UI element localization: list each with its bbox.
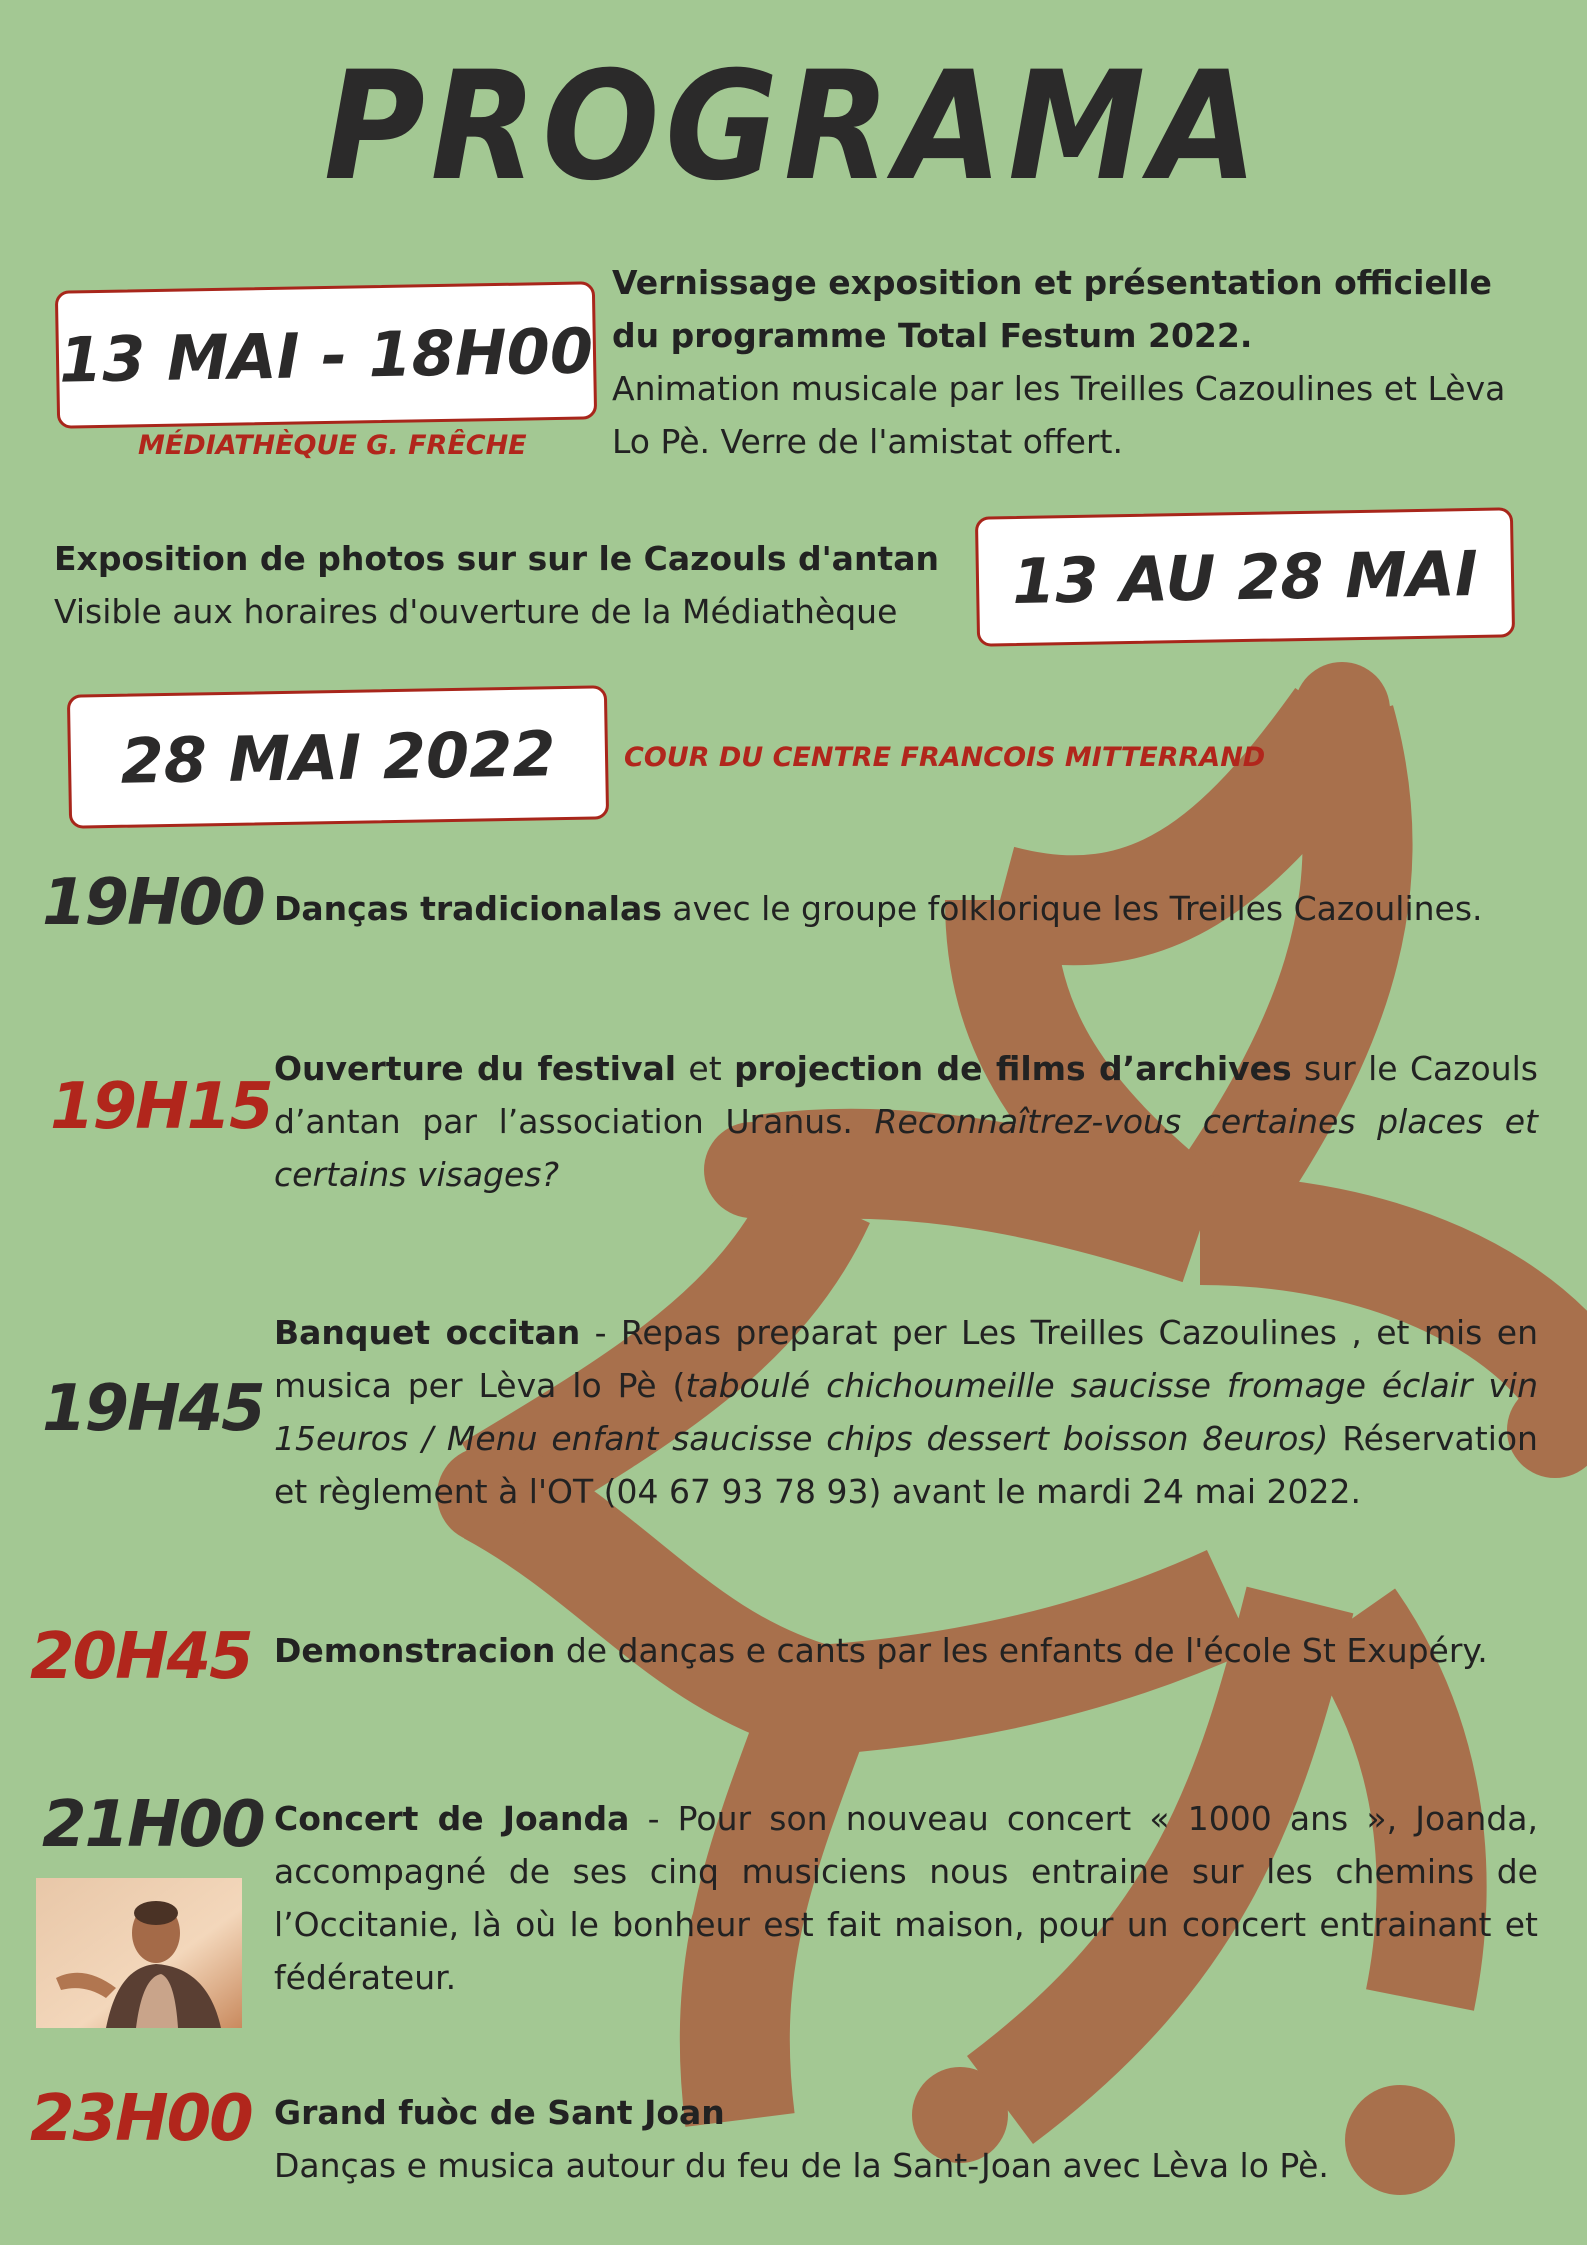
schedule-1900-text: avec le groupe folklorique les Treilles Cazoulines. xyxy=(661,889,1483,928)
schedule-1915-title-b: projection de films d’archives xyxy=(734,1049,1292,1088)
event2-line1: Exposition de photos sur sur le Cazouls d'antan xyxy=(54,539,939,578)
time-2100: 21H00 xyxy=(42,1788,264,1862)
time-1900: 19H00 xyxy=(42,866,264,940)
schedule-1915-text-a: et xyxy=(676,1049,735,1088)
schedule-2100-text: - Pour son nouveau concert « 1000 ans », Joanda, accompagné de ses cinq musiciens nous entraine sur les chemins de l’Occitanie, là où le bonheur est fait maison, pour un concert entrainant et fédérateur. xyxy=(274,1799,1538,1997)
time-1945: 19H45 xyxy=(42,1372,264,1446)
time-2045: 20H45 xyxy=(30,1620,252,1694)
schedule-1945-text-a: - Repas preparat per Les Treilles Cazoulines , et mis en musica per Lèva lo Pè ( xyxy=(274,1313,1538,1405)
schedule-1915-title: Ouverture du festival xyxy=(274,1049,677,1088)
event2-line2: Visible aux horaires d'ouverture de la Médiathèque xyxy=(54,592,898,631)
schedule-item-1915 xyxy=(274,1042,1538,1201)
schedule-2300-title: Grand fuòc de Sant Joan xyxy=(274,2093,725,2132)
page-title: PROGRAMA xyxy=(323,40,1264,214)
schedule-2045-text: de danças e cants par les enfants de l'école St Exupéry. xyxy=(555,1631,1488,1670)
schedule-1900-title: Danças tradicionalas xyxy=(274,889,662,928)
schedule-item-1900 xyxy=(274,882,1538,935)
joanda-photo xyxy=(36,1878,242,2028)
time-1915: 19H15 xyxy=(50,1070,272,1144)
main-place: COUR DU CENTRE FRANCOIS MITTERRAND xyxy=(624,742,1266,773)
main-date: 28 MAI 2022 xyxy=(120,716,556,798)
main-date-box xyxy=(67,685,609,828)
schedule-1915-text-b: sur le Cazouls d’antan par l’association Uranus. xyxy=(274,1049,1538,1141)
schedule-1945-text-b: Réservation et règlement à l'OT (04 67 93 78 93) avant le mardi 24 mai 2022. xyxy=(274,1419,1538,1511)
event1-desc-bold: Vernissage exposition et présentation officielle du programme Total Festum 2022. xyxy=(612,263,1492,355)
schedule-item-2100 xyxy=(274,1792,1538,2004)
event1-place: MÉDIATHÈQUE G. FRÊCHE xyxy=(138,430,527,461)
schedule-1945-title: Banquet occitan xyxy=(274,1313,581,1352)
event2-description xyxy=(54,532,984,638)
event1-description xyxy=(612,256,1512,468)
event2-date-box xyxy=(975,507,1515,646)
schedule-2300-text: Danças e musica autour du feu de la Sant-Joan avec Lèva lo Pè. xyxy=(274,2146,1329,2185)
event2-date: 13 AU 28 MAI xyxy=(1011,536,1479,618)
schedule-2045-title: Demonstracion xyxy=(274,1631,556,1670)
schedule-item-1945 xyxy=(274,1306,1538,1518)
time-2300: 23H00 xyxy=(30,2082,252,2156)
event1-date: 13 MAI - 18H00 xyxy=(58,313,594,397)
event1-desc: Animation musicale par les Treilles Cazoulines et Lèva Lo Pè. Verre de l'amistat offert. xyxy=(612,369,1506,461)
schedule-item-2045 xyxy=(274,1624,1538,1677)
schedule-2100-title: Concert de Joanda xyxy=(274,1799,630,1838)
schedule-1915-italic: Reconnaîtrez-vous certaines places et certains visages? xyxy=(274,1102,1538,1194)
schedule-1945-italic: taboulé chichoumeille saucisse fromage éclair vin 15euros / Menu enfant saucisse chips dessert boisson 8euros) xyxy=(274,1366,1538,1458)
schedule-item-2300 xyxy=(274,2086,1538,2192)
event1-date-box xyxy=(55,281,597,428)
